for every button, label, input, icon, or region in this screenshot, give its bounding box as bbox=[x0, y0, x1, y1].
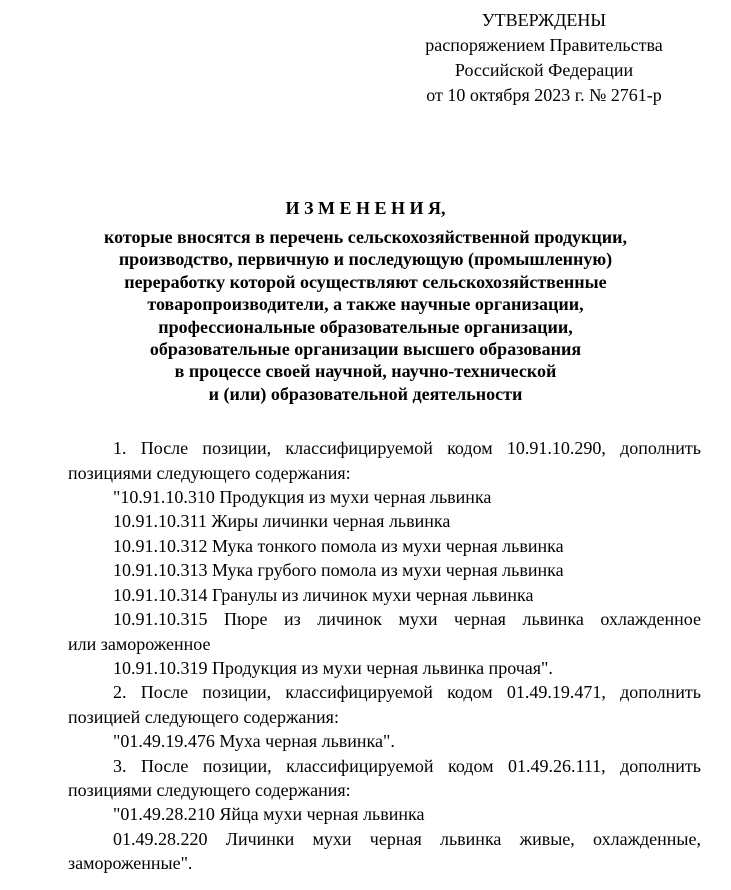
body-line: позициями следующего содержания: bbox=[68, 779, 351, 800]
approval-line: УТВЕРЖДЕНЫ bbox=[481, 10, 607, 30]
document-subtitle bbox=[0, 226, 731, 405]
document-subtitle-line: и (или) образовательной деятельности bbox=[208, 383, 523, 404]
document-subtitle-line: переработку которой осуществляют сельскохозяйственные bbox=[124, 271, 607, 292]
document-subtitle-line: образовательные организации высшего образования bbox=[149, 339, 582, 360]
document-subtitle-line: товаропроизводители, а также научные организации, bbox=[147, 294, 584, 315]
body-line: 2. После позиции, классифицируемой кодом 01.49.19.471, дополнить bbox=[113, 682, 701, 703]
approval-line: распоряжением Правительства bbox=[425, 35, 663, 55]
body-line: замороженные". bbox=[68, 853, 193, 874]
document-subtitle-line: производство, первичную и последующую (промышленную) bbox=[118, 249, 613, 270]
body-line: 1. После позиции, классифицируемой кодом 10.91.10.290, дополнить bbox=[113, 438, 701, 459]
body-line: 01.49.28.220 Личинки мухи черная львинка живые, охлажденные, bbox=[113, 828, 701, 849]
document-subtitle-line: профессиональные образовательные организации, bbox=[158, 316, 573, 337]
body-line: 3. После позиции, классифицируемой кодом 01.49.26.111, дополнить bbox=[113, 755, 701, 776]
body-line: или замороженное bbox=[68, 633, 211, 654]
body-line: "01.49.28.210 Яйца мухи черная львинка bbox=[113, 804, 425, 825]
body-line: 10.91.10.312 Мука тонкого помола из мухи черная львинка bbox=[113, 535, 564, 556]
body-line: 10.91.10.315 Пюре из личинок мухи черная львинка охлажденное bbox=[113, 609, 701, 630]
body-line: 10.91.10.313 Мука грубого помола из мухи черная львинка bbox=[113, 560, 564, 581]
body-line: "01.49.19.476 Муха черная львинка". bbox=[113, 731, 395, 752]
body-line: "10.91.10.310 Продукция из мухи черная львинка bbox=[113, 487, 492, 508]
document-title: И З М Е Н Е Н И Я, bbox=[285, 198, 446, 218]
approval-line: от 10 октября 2023 г. № 2761-р bbox=[426, 85, 662, 105]
body-line: 10.91.10.311 Жиры личинки черная львинка bbox=[113, 511, 451, 532]
body-line: позициями следующего содержания: bbox=[68, 462, 351, 483]
body-line: позицией следующего содержания: bbox=[68, 706, 339, 727]
approval-block bbox=[394, 0, 694, 108]
document-body bbox=[0, 436, 731, 875]
document-subtitle-line: в процессе своей научной, научно-технической bbox=[174, 361, 557, 382]
body-line: 10.91.10.319 Продукция из мухи черная львинка прочая". bbox=[113, 657, 553, 678]
body-line: 10.91.10.314 Гранулы из личинок мухи черная львинка bbox=[113, 584, 534, 605]
approval-line: Российской Федерации bbox=[454, 60, 634, 80]
document-subtitle-line: которые вносятся в перечень сельскохозяйственной продукции, bbox=[103, 227, 628, 247]
